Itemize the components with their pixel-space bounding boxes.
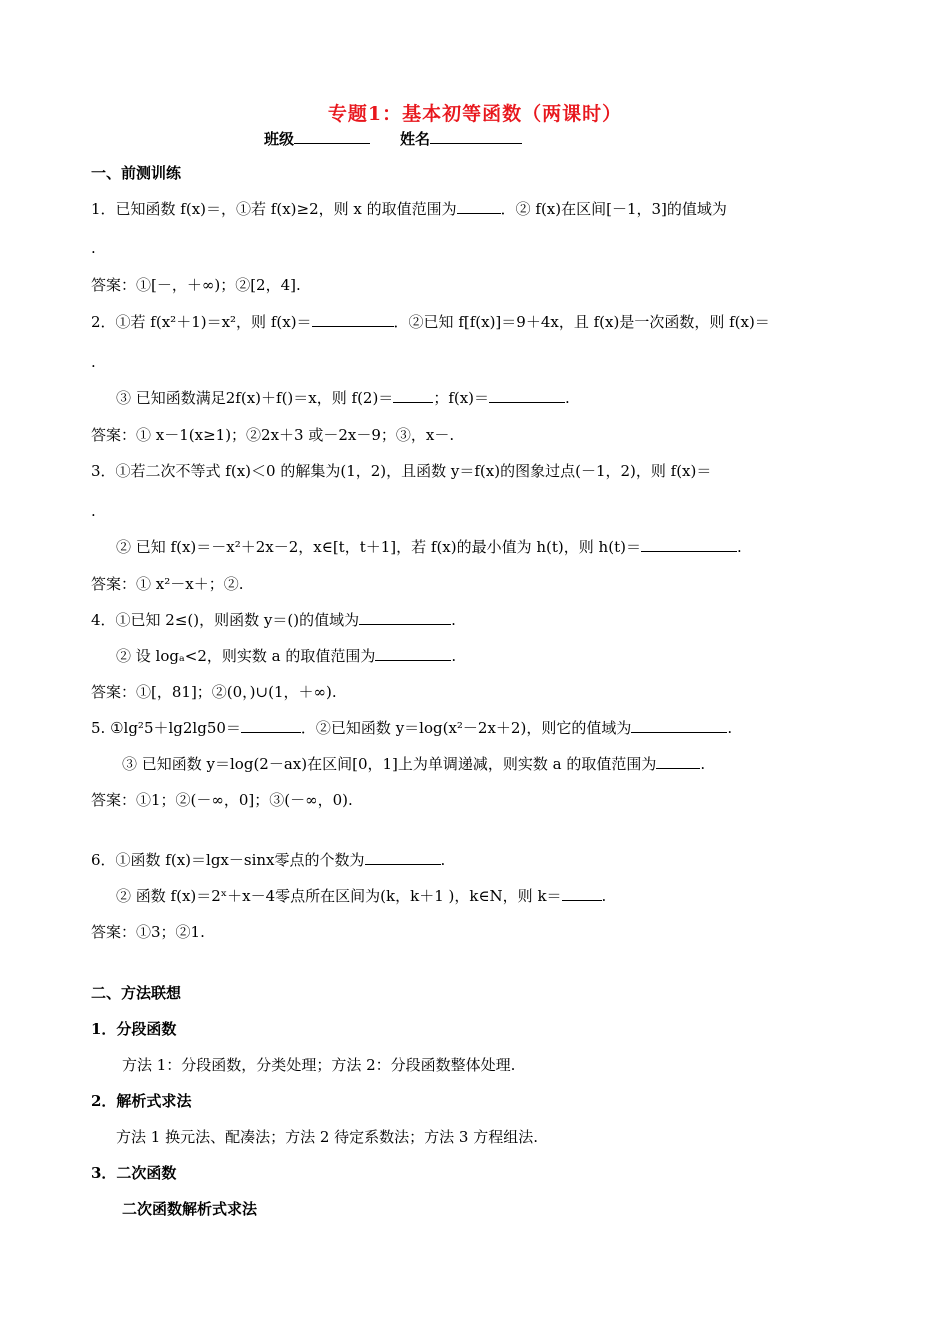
student-info: [264, 129, 522, 149]
question-6-part2: ② 函数 f(x)＝2ˣ＋x－4零点所在区间为(k，k＋1 )，k∈N，则 k＝ .: [116, 887, 607, 905]
question-3: 3．①若二次不等式 f(x)＜0 的解集为(1，2)，且函数 y＝f(x)的图象过点(－1，2)，则 f(x)＝: [91, 462, 712, 480]
answer-blank[interactable]: [393, 388, 433, 403]
method-3-text: 二次函数解析式求法: [122, 1200, 258, 1218]
answer-4: 答案：①[，81]；②(0，)∪(1，＋∞).: [91, 683, 337, 701]
answer-blank[interactable]: [631, 718, 727, 733]
answer-1: 答案：①[－，＋∞)；②[2，4].: [91, 276, 301, 294]
answer-3: 答案：① x²－x＋；②.: [91, 575, 244, 593]
class-blank[interactable]: [294, 129, 370, 144]
question-1-end: .: [91, 239, 96, 257]
question-4-part2: ② 设 logₐ<2，则实数 a 的取值范围为 .: [116, 647, 457, 665]
question-3-part2: ② 已知 f(x)＝－x²＋2x－2，x∈[t，t＋1]，若 f(x)的最小值为 h(t)，则 h(t)＝ .: [116, 538, 742, 556]
answer-blank[interactable]: [241, 718, 301, 733]
question-2-end: .: [91, 353, 96, 371]
answer-blank[interactable]: [375, 646, 451, 661]
answer-2: 答案：① x－1(x≥1)；②2x＋3 或－2x－9；③，x－.: [91, 426, 455, 444]
answer-6: 答案：①3；②1.: [91, 923, 205, 941]
page-title: 专题1：基本初等函数（两课时）: [327, 103, 623, 125]
method-3-heading: 3．二次函数: [91, 1164, 177, 1182]
question-5: 5. ①lg²5＋lg2lg50＝ ．②已知函数 y＝log(x²－2x＋2)，则它的值域为 .: [91, 719, 733, 737]
question-5-part3: ③ 已知函数 y＝log(2－ax)在区间[0，1]上为单调递减，则实数 a 的取值范围为 .: [122, 755, 706, 773]
question-4: 4．①已知 2≤()，则函数 y＝()的值域为 .: [91, 611, 456, 629]
answer-blank[interactable]: [656, 754, 700, 769]
question-2: 2．①若 f(x²＋1)＝x²，则 f(x)＝ ．②已知 f[f(x)]＝9＋4x，且 f(x)是一次函数，则 f(x)＝: [91, 313, 770, 331]
section1-heading: 一、前测训练: [91, 164, 182, 182]
answer-blank[interactable]: [365, 850, 441, 865]
method-2-heading: 2．解析式求法: [91, 1092, 192, 1110]
answer-blank[interactable]: [312, 312, 394, 327]
name-label: 姓名: [400, 130, 431, 148]
answer-blank[interactable]: [562, 886, 602, 901]
answer-blank[interactable]: [641, 537, 737, 552]
answer-blank[interactable]: [359, 610, 451, 625]
answer-blank[interactable]: [457, 199, 501, 214]
answer-blank[interactable]: [489, 388, 565, 403]
question-2-part3: ③ 已知函数满足2f(x)＋f()＝x，则 f(2)＝ ；f(x)＝ .: [116, 389, 570, 407]
name-blank[interactable]: [430, 129, 522, 144]
class-label: 班级: [264, 130, 295, 148]
method-1-heading: 1．分段函数: [91, 1020, 177, 1038]
method-2-text: 方法 1 换元法、配凑法；方法 2 待定系数法；方法 3 方程组法.: [116, 1128, 539, 1146]
question-6: 6．①函数 f(x)＝lgx－sinx零点的个数为 .: [91, 851, 446, 869]
section2-heading: 二、方法联想: [91, 984, 182, 1002]
method-1-text: 方法 1：分段函数，分类处理；方法 2：分段函数整体处理.: [122, 1056, 516, 1074]
question-3-end: .: [91, 502, 96, 520]
answer-5: 答案：①1；②(－∞，0]；③(－∞，0).: [91, 791, 353, 809]
question-1: 1．已知函数 f(x)＝，①若 f(x)≥2，则 x 的取值范围为 ．② f(x)在区间[－1，3]的值域为: [91, 200, 727, 218]
